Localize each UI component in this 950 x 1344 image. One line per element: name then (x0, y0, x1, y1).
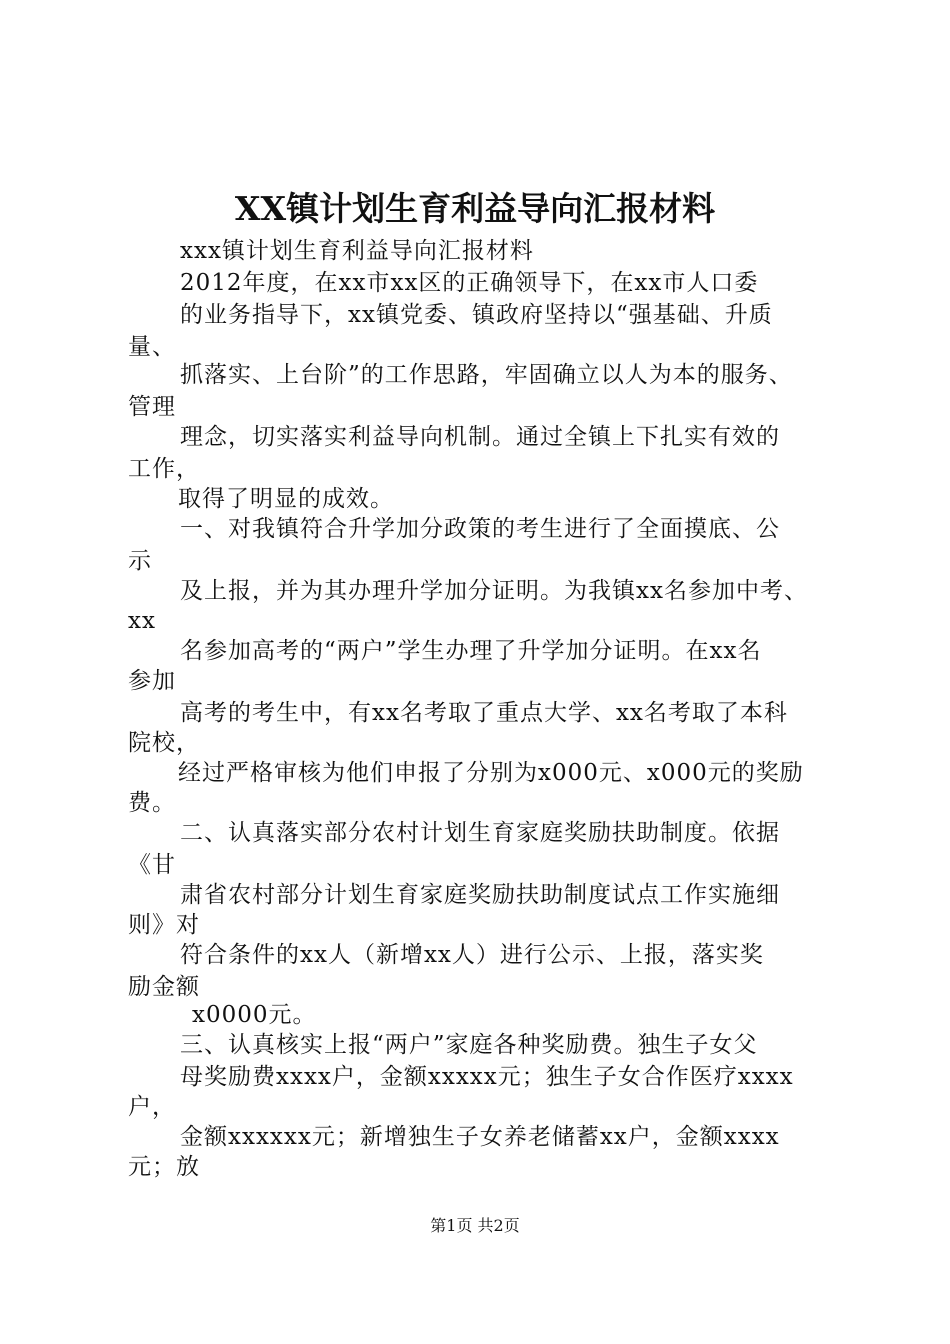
body-line: 管理 (128, 394, 176, 420)
body-line: 则》对 (128, 912, 200, 938)
body-line: 参加 (128, 668, 176, 694)
body-line: 元；放 (128, 1154, 200, 1180)
body-line: xxx镇计划生育利益导向汇报材料 (180, 238, 534, 264)
body-line: 抓落实、上台阶”的工作思路，牢固确立以人为本的服务、 (180, 362, 793, 388)
body-line: 励金额 (128, 974, 200, 1000)
body-line: 母奖励费xxxx户，金额xxxxx元；独生子女合作医疗xxxx (180, 1064, 794, 1090)
body-line: 金额xxxxxx元；新增独生子女养老储蓄xx户，金额xxxx (180, 1124, 780, 1150)
body-line: 肃省农村部分计划生育家庭奖励扶助制度试点工作实施细 (180, 882, 780, 908)
body-line: 一、对我镇符合升学加分政策的考生进行了全面摸底、公 (180, 516, 780, 542)
body-line: 二、认真落实部分农村计划生育家庭奖励扶助制度。依据 (180, 820, 780, 846)
body-line: 名参加高考的“两户”学生办理了升学加分证明。在xx名 (180, 638, 762, 664)
body-line: 户， (128, 1094, 176, 1120)
body-line: 院校， (128, 730, 200, 756)
body-line: 2012年度，在xx市xx区的正确领导下，在xx市人口委 (180, 270, 759, 296)
body-line: 工作， (128, 456, 200, 482)
body-line: x0000元。 (192, 1002, 317, 1028)
body-line: 三、认真核实上报“两户”家庭各种奖励费。独生子女父 (180, 1032, 758, 1058)
body-line: 的业务指导下，xx镇党委、镇政府坚持以“强基础、升质 (180, 302, 773, 328)
body-line: 符合条件的xx人（新增xx人）进行公示、上报，落实奖 (180, 942, 764, 968)
page-footer: 第1页 共2页 (430, 1216, 520, 1235)
document-title: XX镇计划生育利益导向汇报材料 (234, 189, 716, 228)
body-line: 及上报，并为其办理升学加分证明。为我镇xx名参加中考、 (180, 578, 808, 604)
body-line: 《甘 (128, 852, 176, 878)
body-line: 高考的考生中，有xx名考取了重点大学、xx名考取了本科 (180, 700, 788, 726)
body-line: 理念，切实落实利益导向机制。通过全镇上下扎实有效的 (180, 424, 780, 450)
body-line: 示 (128, 548, 152, 574)
body-line: 量、 (128, 334, 176, 360)
body-line: 取得了明显的成效。 (178, 486, 394, 512)
body-line: xx (128, 608, 156, 634)
body-line: 经过严格审核为他们申报了分别为x000元、x000元的奖励 (178, 760, 804, 786)
body-line: 费。 (128, 790, 176, 816)
